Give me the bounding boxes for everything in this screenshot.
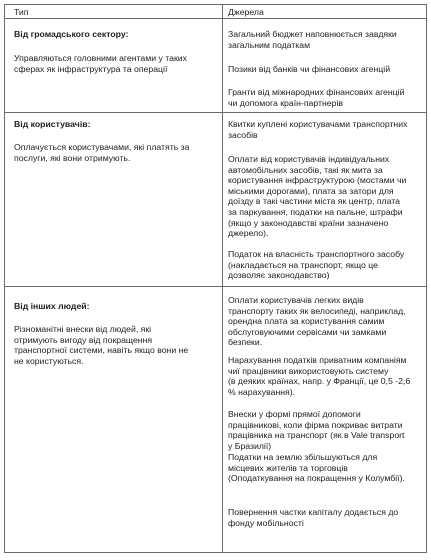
column-divider xyxy=(222,5,223,552)
row-divider-others xyxy=(5,286,426,287)
users-source-2: Оплати від користувачів індивідуальних автомобільних засобів, такі як мита за користування інфраструктурою (мостами чи міськими дорогами), плата за затори для доїзду в такі частини міста як центр, плата за паркування, податки на пальне, штрафи (якщо у законодавстві країни зазначено джерело). xyxy=(228,154,407,239)
row-divider-users xyxy=(5,112,426,113)
public-sector-description: Управляються головними агентами у таких сферах як інфраструктура та операції xyxy=(14,53,187,74)
others-source-4: Податки на землю збільшуються для місцевих жителів та торговців (Оподаткування на покращення у Колумбії). xyxy=(228,452,405,484)
users-source-1: Квитки куплені користувачами транспортних засобів xyxy=(228,119,408,140)
funding-sources-table xyxy=(4,4,427,553)
others-source-3: Внески у формі прямої допомоги працівникові, коли фірма покриває витрати працівника на транспорт (як в Vale transport у Бразилії) xyxy=(228,409,405,451)
users-source-3: Податок на власність транспортного засобу (накладається на транспорт, якщо це дозволяє законодавство) xyxy=(228,249,405,281)
header-type: Тип xyxy=(14,7,29,17)
public-sector-source-2: Позики від банків чи фінансових агенцій xyxy=(228,64,391,74)
header-sources: Джерела xyxy=(228,7,264,17)
users-title: Від користувачів: xyxy=(14,119,91,129)
others-source-1: Оплати користувачів легких видів транспорту таких як велосипеді, наприклад, орендна плата за користування самим обслуговуючими сервісами чи замками безпеки. xyxy=(228,295,406,348)
others-source-5: Повернення частки капіталу додається до фонду мобільності xyxy=(228,507,399,528)
header-row-divider xyxy=(5,18,426,19)
public-sector-source-3: Гранти від міжнародних фінансових агенцій чи допомога країн-партнерів xyxy=(228,87,405,108)
others-description: Різноманітні внески від людей, які отримують вигоду від покращення транспортної системи, навіть якщо вони не не користуються. xyxy=(14,324,189,366)
others-title: Від інших людей: xyxy=(14,301,90,311)
users-description: Оплачується користувачами, які платять за послуги, які вони отримують. xyxy=(14,142,190,163)
others-source-2: Нарахування податків приватним компаніям чиї працівники використовують систему (в деяких країнах, напр. у Франції, це 0,5 -2,6 % нарахування). xyxy=(228,355,411,397)
public-sector-title: Від громадського сектору: xyxy=(14,29,129,39)
public-sector-source-1: Загальний бюджет наповнюється завдяки загальним податкам xyxy=(228,29,397,50)
